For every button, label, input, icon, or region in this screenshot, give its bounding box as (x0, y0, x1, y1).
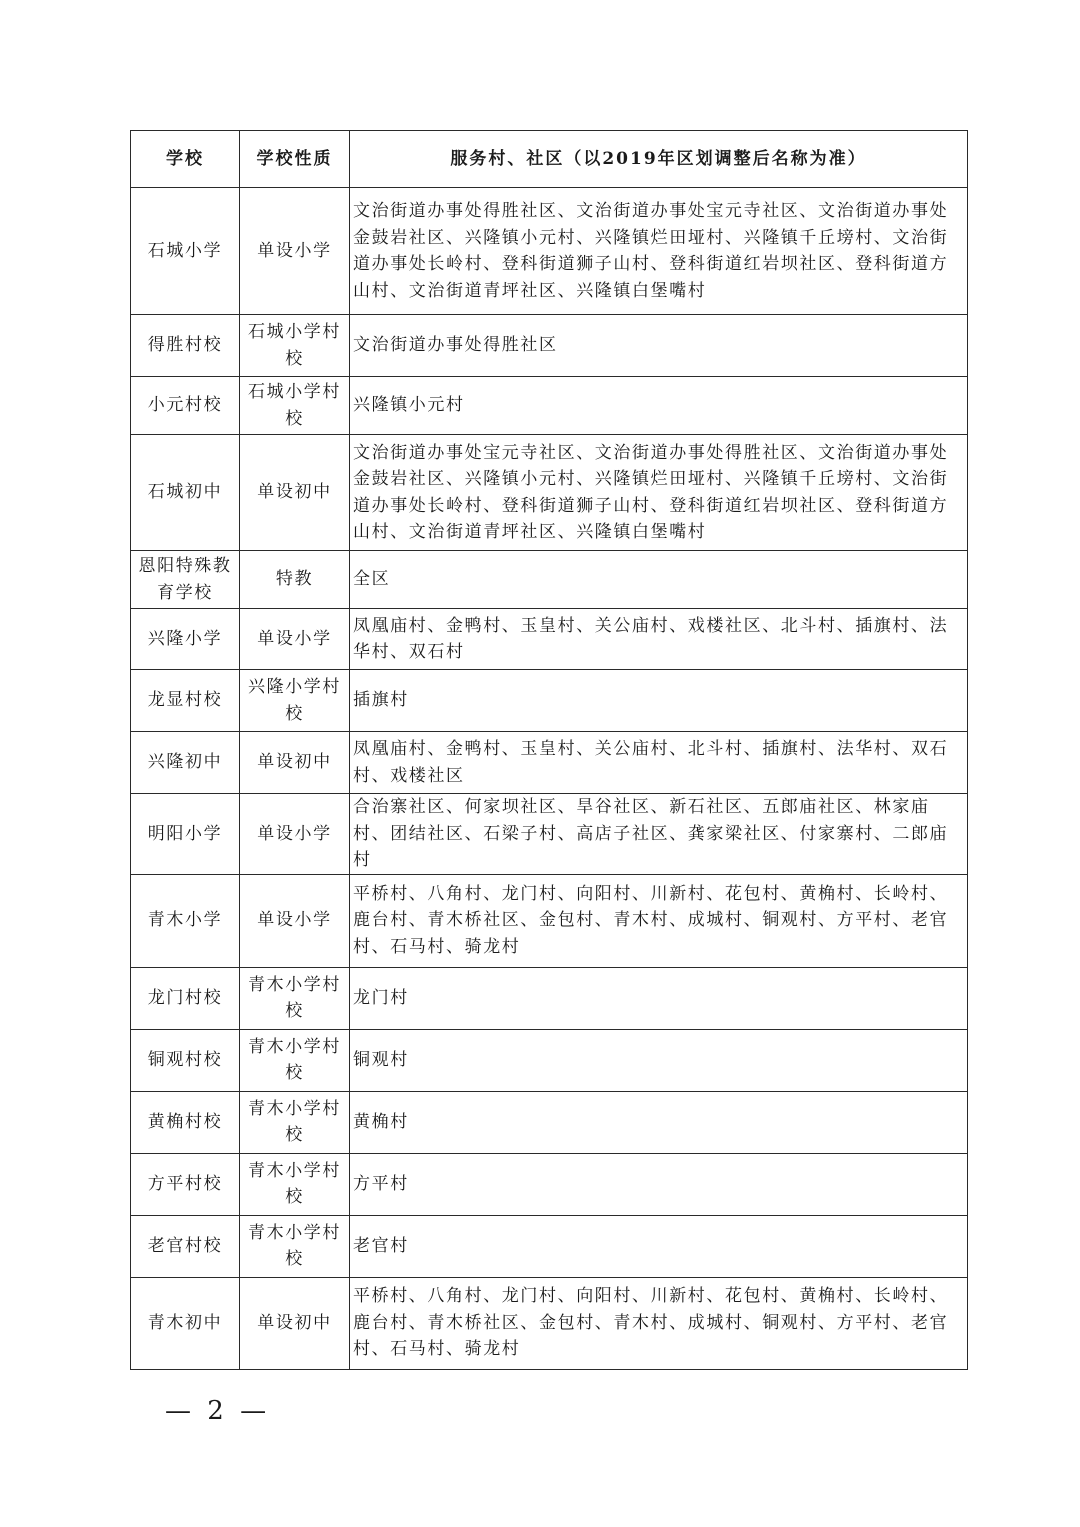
school-type: 单设初中 (240, 732, 350, 794)
table-row (131, 1029, 968, 1091)
school-name: 兴隆初中 (131, 732, 240, 794)
school-type: 青木小学村校 (240, 1091, 350, 1153)
table-row (131, 670, 968, 732)
service-area: 龙门村 (350, 967, 968, 1029)
service-area: 凤凰庙村、金鸭村、玉皇村、关公庙村、北斗村、插旗村、法华村、双石村、戏楼社区 (350, 732, 968, 794)
service-area: 文治街道办事处得胜社区、文治街道办事处宝元寺社区、文治街道办事处金鼓岩社区、兴隆镇小元村、兴隆镇烂田垭村、兴隆镇千丘塝村、文治街道办事处长岭村、登科街道狮子山村、登科街道红岩坝社区、登科街道方山村、文治街道青坪社区、兴隆镇白堡嘴村 (350, 188, 968, 315)
school-type: 青木小学村校 (240, 1153, 350, 1215)
table-row (131, 609, 968, 670)
service-area: 文治街道办事处得胜社区 (350, 315, 968, 377)
table-row (131, 967, 968, 1029)
school-type: 特教 (240, 551, 350, 609)
school-name: 黄桷村校 (131, 1091, 240, 1153)
table-row (131, 315, 968, 377)
school-type: 石城小学村校 (240, 377, 350, 435)
school-name: 恩阳特殊教育学校 (131, 551, 240, 609)
school-name: 方平村校 (131, 1153, 240, 1215)
school-name: 龙门村校 (131, 967, 240, 1029)
service-area: 铜观村 (350, 1029, 968, 1091)
school-zone-table (130, 130, 968, 1370)
school-name: 老官村校 (131, 1215, 240, 1277)
school-name: 青木小学 (131, 874, 240, 967)
school-type: 单设小学 (240, 188, 350, 315)
service-area: 平桥村、八角村、龙门村、向阳村、川新村、花包村、黄桷村、长岭村、鹿台村、青木桥社区、金包村、青木村、成城村、铜观村、方平村、老官村、石马村、骑龙村 (350, 1277, 968, 1369)
school-name: 石城初中 (131, 435, 240, 551)
header-school: 学校 (131, 131, 240, 188)
service-area: 平桥村、八角村、龙门村、向阳村、川新村、花包村、黄桷村、长岭村、鹿台村、青木桥社区、金包村、青木村、成城村、铜观村、方平村、老官村、石马村、骑龙村 (350, 874, 968, 967)
school-name: 小元村校 (131, 377, 240, 435)
service-area: 全区 (350, 551, 968, 609)
school-type: 单设初中 (240, 1277, 350, 1369)
school-name: 明阳小学 (131, 794, 240, 875)
table-row (131, 874, 968, 967)
header-school-type: 学校性质 (240, 131, 350, 188)
school-type: 单设小学 (240, 609, 350, 670)
table-row (131, 794, 968, 875)
school-type: 青木小学村校 (240, 967, 350, 1029)
school-name: 铜观村校 (131, 1029, 240, 1091)
table-row (131, 1091, 968, 1153)
school-name: 石城小学 (131, 188, 240, 315)
school-type: 石城小学村校 (240, 315, 350, 377)
table-row (131, 188, 968, 315)
table-row (131, 1277, 968, 1369)
service-area: 凤凰庙村、金鸭村、玉皇村、关公庙村、戏楼社区、北斗村、插旗村、法华村、双石村 (350, 609, 968, 670)
table-row (131, 732, 968, 794)
school-type: 青木小学村校 (240, 1215, 350, 1277)
table-header-row (131, 131, 968, 188)
table-row (131, 1153, 968, 1215)
school-name: 青木初中 (131, 1277, 240, 1369)
service-area: 插旗村 (350, 670, 968, 732)
school-name: 兴隆小学 (131, 609, 240, 670)
service-area: 老官村 (350, 1215, 968, 1277)
school-type: 单设小学 (240, 874, 350, 967)
school-type: 单设初中 (240, 435, 350, 551)
table-row (131, 435, 968, 551)
service-area: 合治寨社区、何家坝社区、旱谷社区、新石社区、五郎庙社区、林家庙村、团结社区、石梁子村、高店子社区、龚家梁社区、付家寨村、二郎庙村 (350, 794, 968, 875)
service-area: 兴隆镇小元村 (350, 377, 968, 435)
school-name: 龙显村校 (131, 670, 240, 732)
service-area: 文治街道办事处宝元寺社区、文治街道办事处得胜社区、文治街道办事处金鼓岩社区、兴隆镇小元村、兴隆镇烂田垭村、兴隆镇千丘塝村、文治街道办事处长岭村、登科街道狮子山村、登科街道红岩坝社区、登科街道方山村、文治街道青坪社区、兴隆镇白堡嘴村 (350, 435, 968, 551)
service-area: 方平村 (350, 1153, 968, 1215)
school-type: 青木小学村校 (240, 1029, 350, 1091)
table-row (131, 377, 968, 435)
table-row (131, 551, 968, 609)
school-name: 得胜村校 (131, 315, 240, 377)
page-number: — 2 — (165, 1396, 271, 1426)
service-area: 黄桷村 (350, 1091, 968, 1153)
header-service-area: 服务村、社区（以2019年区划调整后名称为准） (350, 131, 968, 188)
table-row (131, 1215, 968, 1277)
school-type: 单设小学 (240, 794, 350, 875)
school-type: 兴隆小学村校 (240, 670, 350, 732)
